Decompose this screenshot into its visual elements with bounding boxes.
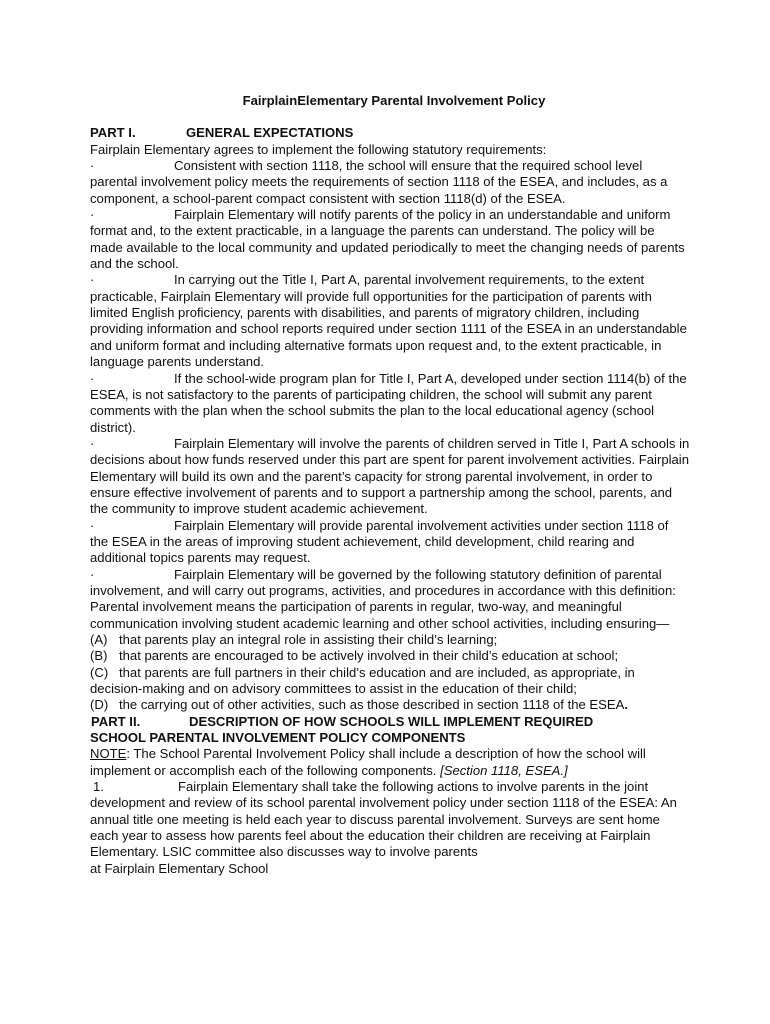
list-label: (C): [90, 664, 109, 680]
definition-list: [90, 632, 690, 714]
bullet-dot: ·: [90, 272, 95, 288]
document-page: [90, 93, 690, 877]
document-title: FairplainElementary Parental Involvement Policy: [242, 93, 546, 108]
part1-heading: [90, 125, 690, 141]
list-item: [90, 632, 690, 648]
part2-heading: [90, 714, 690, 730]
bullet-text: Consistent with section 1118, the school will ensure that the required school level parental involvement policy meets the requirements of section 1118 of the ESEA, and includes, as a component, a school-parent compact consistent with section 1118(d) of the ESEA.: [90, 158, 668, 206]
bullet-dot: ·: [90, 207, 95, 223]
note-citation: [Section 1118, ESEA.]: [440, 762, 568, 778]
part1-title: GENERAL EXPECTATIONS: [186, 125, 354, 141]
part1-bullets: [90, 158, 690, 599]
bullet-dot: ·: [90, 158, 95, 174]
bullet-text: Fairplain Elementary will involve the parents of children served in Title I, Part A schools in decisions about how funds reserved under this part are spent for parent involvement activities. Fairplain Elementary will build its own and the parent’s capacity for strong parental involvement, in order to ensure effective involvement of parents and to support a partnership among the school, parents, and the community to improve student academic achievement.: [90, 435, 690, 517]
list-label: (A): [90, 632, 108, 647]
bullet-text: If the school-wide program plan for Title I, Part A, developed under section 1114(b) of the ESEA, is not satisfactory to the parents of participating children, the school will submit any parent comments with the plan when the school submits the plan to the local educational agency (school district).: [90, 370, 687, 435]
bullet-text: Fairplain Elementary will notify parents of the policy in an understandable and uniform format and, to the extent practicable, in a language the parents can understand. The policy will be made available to the local community and updated periodically to meet the changing needs of parents and the school.: [90, 207, 685, 272]
part1-intro: Fairplain Elementary agrees to implement the following statutory requirements:: [90, 141, 547, 157]
bullet-text: In carrying out the Title I, Part A, parental involvement requirements, to the extent practicable, Fairplain Elementary will provide full opportunities for the participation of parents with limited English proficiency, parents with disabilities, and parents of migratory children, including providing information and school reports required under section 1111 of the ESEA in an understandable and uniform format and including alternative formats upon request and, to the extent practicable, in language parents understand.: [90, 272, 687, 370]
list-label: (B): [90, 648, 108, 664]
item-text: Fairplain Elementary shall take the following actions to involve parents in the joint development and review of its school parental involvement policy under section 1118 of the ESEA: An annual title one meeting is held each year to discuss parental involvement. Surveys are sent home each year to assess how parents feel about the education their children are receiving at Fairplain Elementary. LSIC committee also discusses way to involve parents: [90, 779, 677, 860]
note-paragraph: [90, 746, 690, 779]
trailing-line: at Fairplain Elementary School: [90, 860, 269, 876]
bullet-text: Fairplain Elementary will provide parental involvement activities under section 1118 of the ESEA in the areas of improving student achievement, child development, child rearing and additional topics parents may request.: [90, 517, 669, 566]
list-text: the carrying out of other activities, such as those described in section 1118 of the ESEA: [119, 697, 625, 713]
part2-title-line1: DESCRIPTION OF HOW SCHOOLS WILL IMPLEMENT REQUIRED: [189, 713, 594, 729]
list-end-period: .: [624, 697, 629, 713]
bullet-item: [90, 436, 690, 518]
list-text: that parents are encouraged to be actively involved in their child’s education at school;: [119, 648, 619, 664]
part1-number: PART I.: [90, 125, 136, 141]
list-item: [90, 697, 690, 713]
bullet-item: [90, 158, 690, 207]
part2-number: PART II.: [91, 713, 141, 729]
bullet-dot: ·: [90, 435, 95, 451]
list-text: that parents are full partners in their child’s education and are included, as appropriate, in decision-making and on advisory committees to assist in the education of their child;: [90, 664, 635, 697]
bullet-item: [90, 272, 690, 370]
bullet-item: [90, 518, 690, 567]
bullet-dot: ·: [90, 566, 95, 582]
bullet-item: [90, 567, 690, 600]
bullet-dot: ·: [90, 370, 95, 386]
bullet-dot: ·: [90, 517, 95, 533]
list-item: [90, 665, 690, 698]
bullet-text: Fairplain Elementary will be governed by the following statutory definition of parental involvement, and will carry out programs, activities, and procedures in accordance with this definition:: [90, 566, 676, 598]
item-number: 1.: [93, 779, 104, 795]
list-text: that parents play an integral role in assisting their child’s learning;: [119, 632, 498, 647]
list-item: [90, 648, 690, 664]
note-label: NOTE: [90, 746, 127, 762]
part2-title-line2: SCHOOL PARENTAL INVOLVEMENT POLICY COMPONENTS: [90, 730, 466, 746]
bullet-item: [90, 207, 690, 272]
note-text: : The School Parental Involvement Policy shall include a description of how the school will implement or accomplish each of the following components.: [90, 746, 646, 778]
list-label: (D): [90, 697, 109, 713]
definition-paragraph: Parental involvement means the participation of parents in regular, two-way, and meaningful communication involving student academic learning and other school activities, including ensuring—: [90, 599, 670, 631]
numbered-item: [90, 779, 690, 861]
bullet-item: [90, 371, 690, 436]
